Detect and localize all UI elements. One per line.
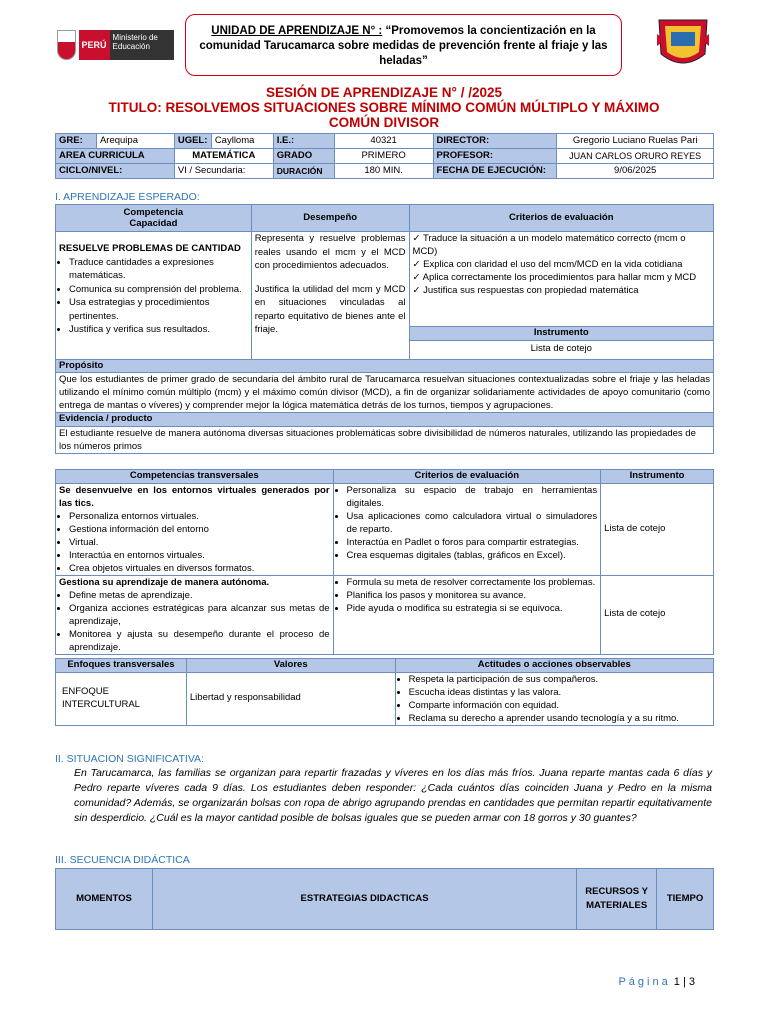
area-value: MATEMÁTICA [174,149,273,164]
list-item: • Interactúa en Padlet o foros para compartir estrategias. [347,536,598,549]
capacidad-header: Capacidad [129,218,178,229]
area-label: AREA CURRICULA [56,149,175,164]
ct1-instrumento: Lista de cotejo [601,483,714,575]
criterio-item: ✓ Traduce la situación a un modelo matemático correcto (mcm o MCD) [412,233,686,257]
list-item: • Define metas de aprendizaje. [69,589,330,602]
profesor-value: JUAN CARLOS ORURO REYES [557,149,714,164]
section-secuencia-heading: III. SECUENCIA DIDÁCTICA [55,854,190,866]
ct2-list [59,589,330,654]
ciclo-value: VI / Secundaria: [174,164,273,179]
section-aprendizaje-heading: I. APRENDIZAJE ESPERADO: [55,191,200,203]
gre-label: GRE: [56,134,97,149]
list-item: • Usa estrategias y procedimientos pertinentes. [69,296,248,323]
ciclo-label: CICLO/NIVEL: [56,164,175,179]
school-crest-icon [655,14,711,74]
ct1-list [59,510,330,575]
actitudes-list [399,673,710,725]
duracion-value: 180 MIN. [334,164,433,179]
list-item: • Respeta la participación de sus compañeros. [409,673,710,686]
list-item: • Crea esquemas digitales (tablas, gráficos en Excel). [347,549,598,562]
desempeno-header: Desempeño [251,205,409,232]
secuencia-table [55,868,714,930]
actitudes-header: Actitudes o acciones observables [395,659,713,673]
desempeno-text-1: Representa y resuelve problemas reales usando el mcm y el MCD con procedimientos adecuados. [254,233,406,271]
recursos-header: RECURSOS Y MATERIALES [577,869,657,930]
ministry-label: Ministerio de Educación [110,30,174,60]
duracion-label: DURACIÓN [273,164,334,179]
list-item: • Comparte información con equidad. [409,699,710,712]
competencia-title: RESUELVE PROBLEMAS DE CANTIDAD [59,243,241,254]
enfoques-table [55,658,714,726]
list-item: • Planifica los pasos y monitorea su avance. [347,589,598,602]
unit-prefix: UNIDAD DE APRENDIZAJE N° : [211,25,383,37]
ie-value: 40321 [334,134,433,149]
session-title-line2: COMÚN DIVISOR [328,115,440,130]
list-item: • Interactúa en entornos virtuales. [69,549,330,562]
ct2-title: Gestiona su aprendizaje de manera autónoma. [59,576,270,588]
list-item: • Pide ayuda o modifica su estrategia si se equivoca. [347,602,598,615]
criterio-item: ✓ Justifica sus respuestas con propiedad matemática [412,285,639,296]
gre-value: Arequipa [96,134,174,149]
list-item: • Personaliza entornos virtuales. [69,510,330,523]
page-total: 3 [688,976,695,988]
fecha-label: FECHA DE EJECUCIÓN: [433,164,557,179]
ministry-logo [57,24,174,66]
section-situacion-heading: II. SITUACION SIGNIFICATIVA: [55,753,204,765]
list-item: • Gestiona información del entorno [69,523,330,536]
director-label: DIRECTOR: [433,134,557,149]
capacidades-list [59,256,248,337]
page-number: 1 [673,976,680,988]
enfoque-value: ENFOQUE INTERCULTURAL [56,672,187,725]
estrategias-header: ESTRATEGIAS DIDACTICAS [152,869,576,930]
criterio-item: ✓ Explica con claridad el uso del mcm/MCD en la vida cotidiana [412,259,683,270]
tiempo-header: TIEMPO [657,869,714,930]
unit-title: “Promovemos la concientización en la comunidad Tarucamarca sobre medidas de prevención frente al friaje y las heladas” [199,25,608,67]
competencias-transversales-table [55,469,714,655]
list-item: • Virtual. [69,536,330,549]
ct1-criterios-list [337,484,598,562]
ct2-instrumento: Lista de cotejo [601,575,714,654]
list-item: • Reclama su derecho a aprender usando tecnología y a su ritmo. [409,712,710,725]
list-item: • Traduce cantidades a expresiones matemáticas. [69,256,248,283]
ct-header: Competencias transversales [56,470,334,484]
criterios-header: Criterios de evaluación [409,205,713,232]
valores-header: Valores [186,659,395,673]
competencia-header: Competencia [123,207,184,218]
ct-criterios-header: Criterios de evaluación [333,470,601,484]
grado-label: GRADO [273,149,334,164]
page-footer: Página 1 | 3 [618,976,695,988]
director-value: Gregorio Luciano Ruelas Pari [557,134,714,149]
info-table [55,133,714,179]
unit-title-box [185,14,622,76]
session-number: SESIÓN DE APRENDIZAJE N° / /2025 [266,85,502,100]
evidencia-text: El estudiante resuelve de manera autónoma diversas situaciones problemáticas sobre divisibilidad de números naturales, utilizando las propiedades de los números primos [56,426,714,453]
proposito-header: Propósito [56,359,714,373]
aprendizaje-table [55,204,714,454]
instrumento-value: Lista de cotejo [409,340,713,359]
grado-value: PRIMERO [334,149,433,164]
list-item: • Comunica su comprensión del problema. [69,283,248,297]
list-item: • Escucha ideas distintas y las valora. [409,686,710,699]
criterio-item: ✓ Aplica correctamente los procedimientos para hallar mcm y MCD [412,272,697,283]
profesor-label: PROFESOR: [433,149,557,164]
ct2-criterios-list [337,576,598,615]
peru-label: PERÚ [79,30,110,60]
list-item: • Monitorea y ajusta su desempeño durante el proceso de aprendizaje. [69,628,330,654]
situacion-text: En Tarucamarca, las familias se organizan para repartir frazadas y víveres en los días más fríos. Juana reparte mantas cada 6 días y Pedro reparte víveres cada 9 días. Los estudiantes deben responder: ¿Cada cuántos días coinciden Juana y Pedro en la misma comunidad? Además, se organizarán bolsas con ropa de abrigo agrupando prendas en cantidades que permitan repartir equitativamente sin desperdicio. ¿Cuál es la mayor cantidad posible de bolsas iguales que se pueden armar con 18 gorros y 30 guantes? [74,767,712,824]
valor-value: Libertad y responsabilidad [186,672,395,725]
ie-label: I.E.: [273,134,334,149]
instrumento-header: Instrumento [409,327,713,341]
list-item: • Formula su meta de resolver correctamente los problemas. [347,576,598,589]
ct-instrumento-header: Instrumento [601,470,714,484]
list-item: • Usa aplicaciones como calculadora virtual o simuladores de reparto. [347,510,598,536]
list-item: • Crea objetos virtuales en diversos formatos. [69,562,330,575]
list-item: • Personaliza su espacio de trabajo en herramientas digitales. [347,484,598,510]
enfoques-header: Enfoques transversales [56,659,187,673]
session-title-line1: TITULO: RESOLVEMOS SITUACIONES SOBRE MÍNIMO COMÚN MÚLTIPLO Y MÁXIMO [108,100,660,115]
page-word: Página [618,976,671,988]
momentos-header: MOMENTOS [56,869,153,930]
peru-shield-icon [57,30,76,60]
fecha-value: 9/06/2025 [557,164,714,179]
list-item: • Justifica y verifica sus resultados. [69,323,248,337]
evidencia-header: Evidencia / producto [56,413,714,427]
ugel-label: UGEL: [174,134,211,149]
desempeno-text-2: Justifica la utilidad del mcm y MCD en situaciones vinculadas al reparto equitativo de bienes ante el friaje. [254,283,406,335]
list-item: • Organiza acciones estratégicas para alcanzar sus metas de aprendizaje, [69,602,330,628]
proposito-text: Que los estudiantes de primer grado de secundaria del ámbito rural de Tarucamarca resuelvan situaciones contextualizadas sobre el friaje y las heladas utilizando el mínimo común múltiplo (mcm) y el máximo común divisor (MCD), a fin de organizar solidariamente actividades de apoyo comunitario (como entrega de mantas o víveres) y comprender mejor la lógica matemática detrás de los turnos, tiempos y agrupaciones. [56,373,714,413]
ugel-value: Caylloma [211,134,273,149]
ct1-title: Se desenvuelve en los entornos virtuales generados por las tics. [59,484,330,509]
